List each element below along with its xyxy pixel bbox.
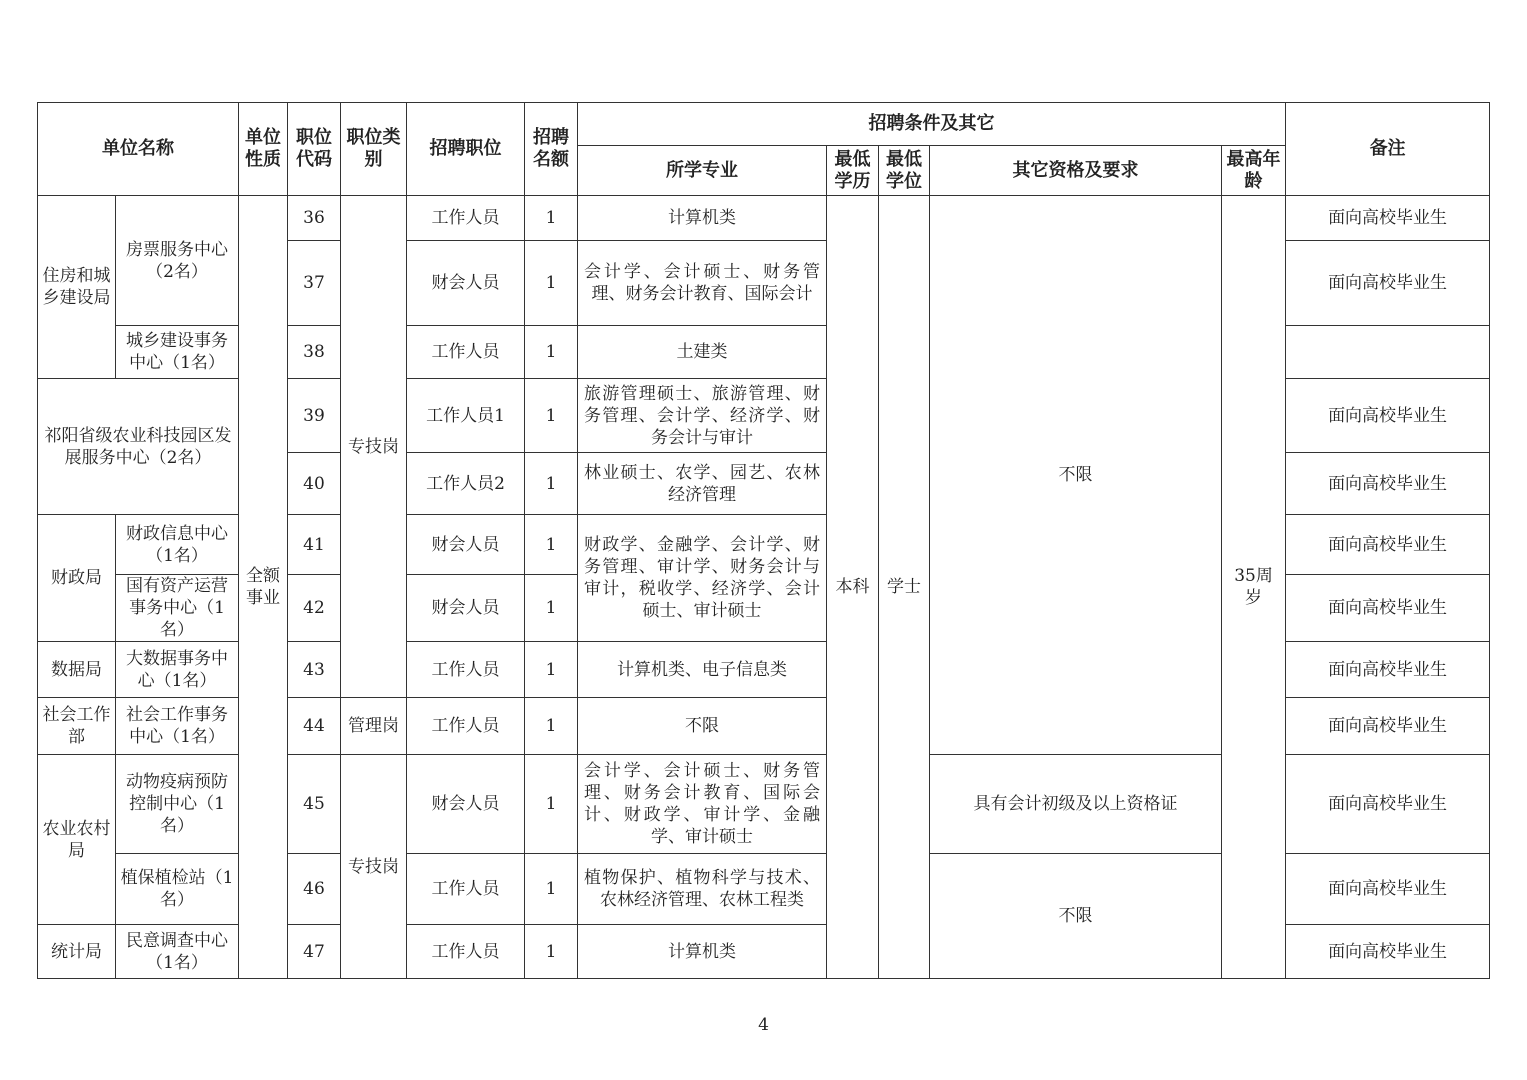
header-major: 所学专业 bbox=[578, 146, 827, 196]
header-post-type: 职位类别 bbox=[341, 103, 407, 196]
other-requirements-cell: 不限 bbox=[930, 854, 1222, 979]
min-education-cell: 本科 bbox=[827, 196, 879, 979]
unit-cell: 动物疫病预防控制中心（1名） bbox=[116, 755, 239, 854]
dept-cell: 财政局 bbox=[38, 515, 116, 642]
quota-cell: 1 bbox=[525, 575, 578, 642]
major-cell: 不限 bbox=[578, 698, 827, 755]
remark-cell: 面向高校毕业生 bbox=[1286, 515, 1490, 575]
post-title-cell: 工作人员 bbox=[407, 698, 525, 755]
unit-cell: 大数据事务中心（1名） bbox=[116, 642, 239, 698]
header-post-title: 招聘职位 bbox=[407, 103, 525, 196]
table-row bbox=[38, 196, 1490, 241]
post-code-cell: 36 bbox=[288, 196, 341, 241]
post-title-cell: 工作人员 bbox=[407, 196, 525, 241]
unit-cell: 植保植检站（1名） bbox=[116, 854, 239, 925]
quota-cell: 1 bbox=[525, 326, 578, 379]
post-title-cell: 财会人员 bbox=[407, 755, 525, 854]
quota-cell: 1 bbox=[525, 453, 578, 515]
remark-cell: 面向高校毕业生 bbox=[1286, 698, 1490, 755]
other-requirements-cell: 具有会计初级及以上资格证 bbox=[930, 755, 1222, 854]
unit-cell: 财政信息中心（1名） bbox=[116, 515, 239, 575]
major-cell: 林业硕士、农学、园艺、农林经济管理 bbox=[578, 453, 827, 515]
post-title-cell: 工作人员 bbox=[407, 925, 525, 979]
header-other-requirements: 其它资格及要求 bbox=[930, 146, 1222, 196]
remark-cell: 面向高校毕业生 bbox=[1286, 453, 1490, 515]
quota-cell: 1 bbox=[525, 642, 578, 698]
remark-cell: 面向高校毕业生 bbox=[1286, 575, 1490, 642]
post-title-cell: 工作人员2 bbox=[407, 453, 525, 515]
header-min-education: 最低学历 bbox=[827, 146, 879, 196]
post-title-cell: 财会人员 bbox=[407, 241, 525, 326]
remark-cell: 面向高校毕业生 bbox=[1286, 642, 1490, 698]
post-title-cell: 财会人员 bbox=[407, 515, 525, 575]
dept-cell: 农业农村局 bbox=[38, 755, 116, 925]
major-cell: 会计学、会计硕士、财务管理、财务会计教育、国际会计 bbox=[578, 241, 827, 326]
page-number: 4 bbox=[758, 1015, 769, 1035]
remark-cell: 面向高校毕业生 bbox=[1286, 196, 1490, 241]
major-cell: 旅游管理硕士、旅游管理、财务管理、会计学、经济学、财务会计与审计 bbox=[578, 379, 827, 453]
post-code-cell: 42 bbox=[288, 575, 341, 642]
post-code-cell: 45 bbox=[288, 755, 341, 854]
dept-cell: 祁阳省级农业科技园区发展服务中心（2名） bbox=[38, 379, 239, 515]
quota-cell: 1 bbox=[525, 196, 578, 241]
post-type-cell: 专技岗 bbox=[341, 196, 407, 698]
post-title-cell: 工作人员1 bbox=[407, 379, 525, 453]
remark-cell: 面向高校毕业生 bbox=[1286, 854, 1490, 925]
dept-cell: 数据局 bbox=[38, 642, 116, 698]
major-cell: 计算机类 bbox=[578, 196, 827, 241]
post-type-cell: 管理岗 bbox=[341, 698, 407, 755]
dept-cell: 统计局 bbox=[38, 925, 116, 979]
header-remarks: 备注 bbox=[1286, 103, 1490, 196]
unit-cell: 社会工作事务中心（1名） bbox=[116, 698, 239, 755]
dept-cell: 社会工作部 bbox=[38, 698, 116, 755]
recruitment-table bbox=[37, 102, 1490, 979]
header-post-code: 职位代码 bbox=[288, 103, 341, 196]
post-code-cell: 41 bbox=[288, 515, 341, 575]
remark-cell bbox=[1286, 326, 1490, 379]
quota-cell: 1 bbox=[525, 755, 578, 854]
post-title-cell: 工作人员 bbox=[407, 326, 525, 379]
post-code-cell: 43 bbox=[288, 642, 341, 698]
quota-cell: 1 bbox=[525, 515, 578, 575]
quota-cell: 1 bbox=[525, 241, 578, 326]
remark-cell: 面向高校毕业生 bbox=[1286, 755, 1490, 854]
min-degree-cell: 学士 bbox=[879, 196, 930, 979]
post-title-cell: 工作人员 bbox=[407, 642, 525, 698]
post-code-cell: 39 bbox=[288, 379, 341, 453]
quota-cell: 1 bbox=[525, 698, 578, 755]
post-title-cell: 财会人员 bbox=[407, 575, 525, 642]
major-cell: 计算机类 bbox=[578, 925, 827, 979]
unit-cell: 房票服务中心（2名） bbox=[116, 196, 239, 326]
header-min-degree: 最低学位 bbox=[879, 146, 930, 196]
quota-cell: 1 bbox=[525, 854, 578, 925]
max-age-cell: 35周岁 bbox=[1222, 196, 1286, 979]
post-title-cell: 工作人员 bbox=[407, 854, 525, 925]
major-cell: 财政学、金融学、会计学、财务管理、审计学、财务会计与审计，税收学、经济学、会计硕士、审计硕士 bbox=[578, 515, 827, 642]
major-cell: 植物保护、植物科学与技术、农林经济管理、农林工程类 bbox=[578, 854, 827, 925]
remark-cell: 面向高校毕业生 bbox=[1286, 241, 1490, 326]
post-code-cell: 38 bbox=[288, 326, 341, 379]
header-max-age: 最高年龄 bbox=[1222, 146, 1286, 196]
header-unit-name: 单位名称 bbox=[38, 103, 239, 196]
post-code-cell: 37 bbox=[288, 241, 341, 326]
dept-cell: 住房和城乡建设局 bbox=[38, 196, 116, 379]
unit-cell: 国有资产运营事务中心（1名） bbox=[116, 575, 239, 642]
post-code-cell: 47 bbox=[288, 925, 341, 979]
post-code-cell: 40 bbox=[288, 453, 341, 515]
post-code-cell: 46 bbox=[288, 854, 341, 925]
header-quota: 招聘名额 bbox=[525, 103, 578, 196]
other-requirements-cell: 不限 bbox=[930, 196, 1222, 755]
unit-nature-cell: 全额事业 bbox=[239, 196, 288, 979]
quota-cell: 1 bbox=[525, 379, 578, 453]
header-unit-nature: 单位性质 bbox=[239, 103, 288, 196]
remark-cell: 面向高校毕业生 bbox=[1286, 925, 1490, 979]
post-type-cell: 专技岗 bbox=[341, 755, 407, 979]
major-cell: 计算机类、电子信息类 bbox=[578, 642, 827, 698]
remark-cell: 面向高校毕业生 bbox=[1286, 379, 1490, 453]
post-code-cell: 44 bbox=[288, 698, 341, 755]
quota-cell: 1 bbox=[525, 925, 578, 979]
unit-cell: 城乡建设事务中心（1名） bbox=[116, 326, 239, 379]
major-cell: 土建类 bbox=[578, 326, 827, 379]
header-conditions: 招聘条件及其它 bbox=[578, 103, 1286, 146]
major-cell: 会计学、会计硕士、财务管理、财务会计教育、国际会计、财政学、审计学、金融学、审计硕士 bbox=[578, 755, 827, 854]
unit-cell: 民意调查中心（1名） bbox=[116, 925, 239, 979]
